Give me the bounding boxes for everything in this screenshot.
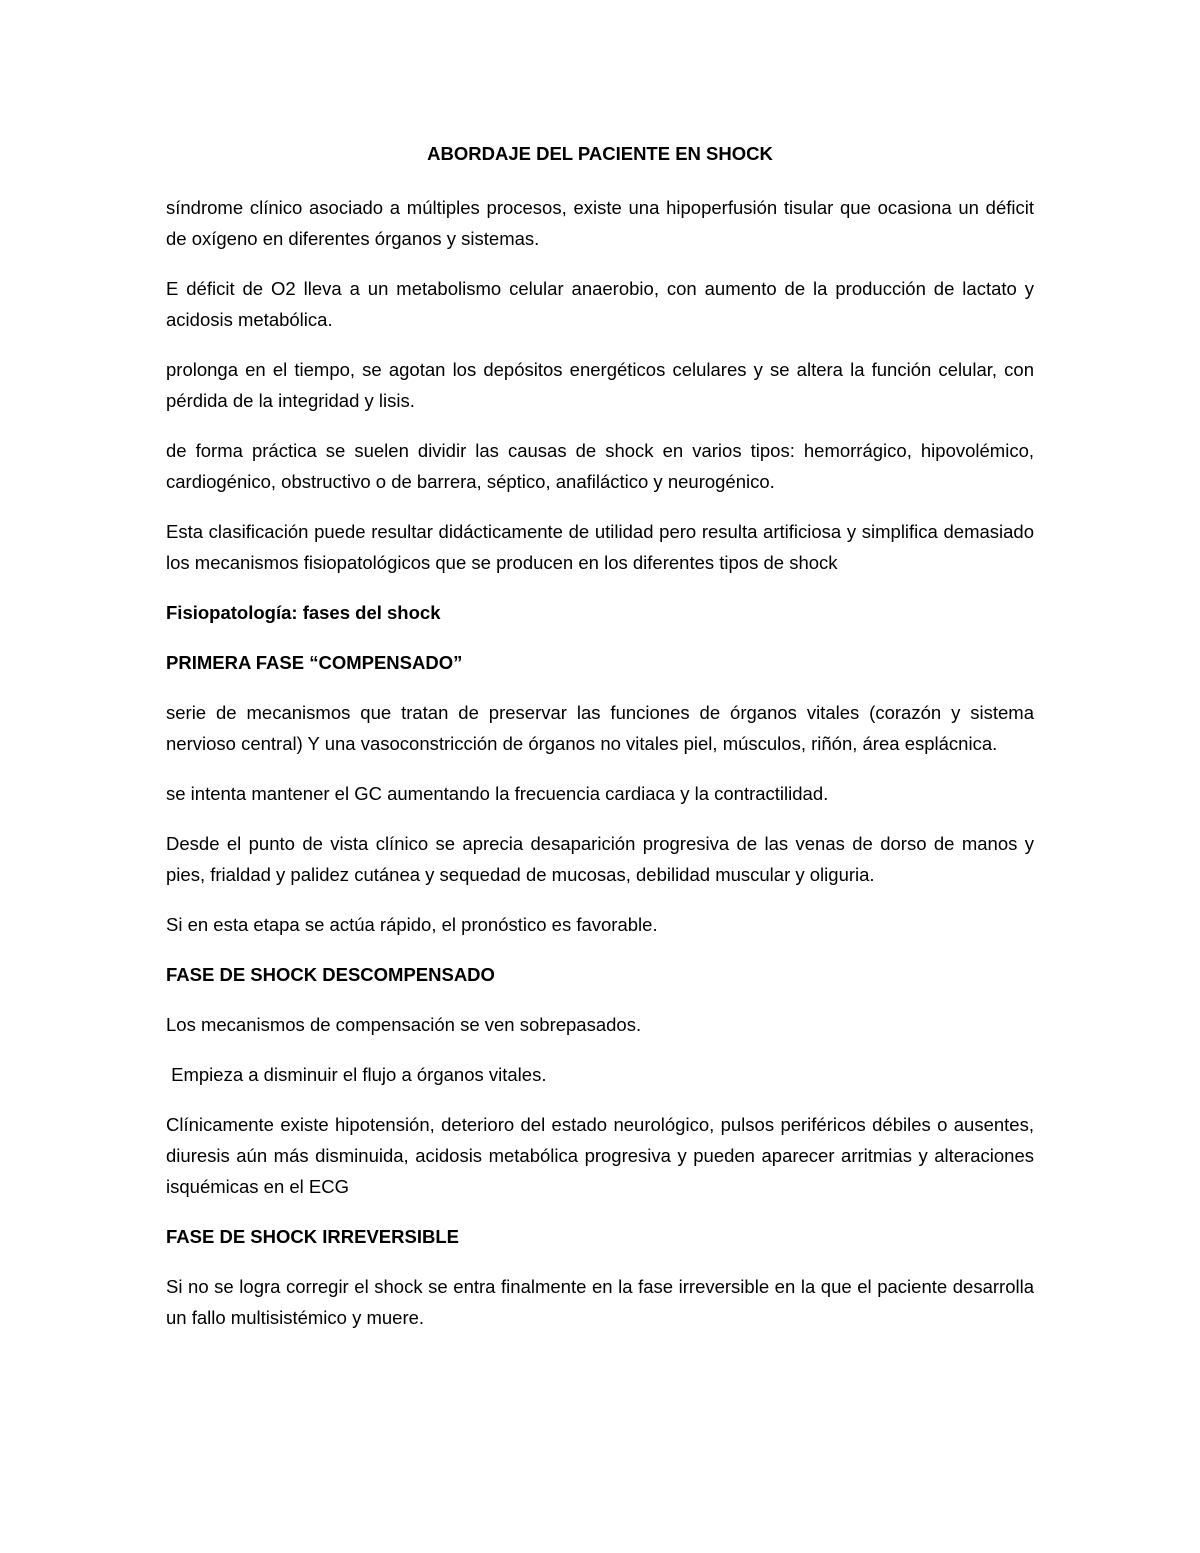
paragraph-classification: Esta clasificación puede resultar didácticamente de utilidad pero resulta artificiosa y simplifica demasiado los mecanismos fisiopatológicos que se producen en los diferentes tipos de shock: [166, 521, 1034, 573]
paragraph-overwhelmed: Los mecanismos de compensación se ven sobrepasados.: [166, 1014, 642, 1035]
paragraph-prolonged: prolonga en el tiempo, se agotan los depósitos energéticos celulares y se altera la función celular, con pérdida de la integridad y lisis.: [166, 359, 1034, 411]
paragraph-mechanisms: serie de mecanismos que tratan de preservar las funciones de órganos vitales (corazón y sistema nervioso central) Y una vasoconstricción de órganos no vitales piel, músculos, riñón, área esplácnica.: [166, 702, 1034, 754]
heading-decompensated-phase: FASE DE SHOCK DESCOMPENSADO: [166, 964, 495, 985]
paragraph-shock-types: de forma práctica se suelen dividir las causas de shock en varios tipos: hemorrágico, hipovolémico, cardiogénico, obstructivo o de barrera, séptico, anafiláctico y neurogénico.: [166, 440, 1034, 492]
paragraph-prognosis: Si en esta etapa se actúa rápido, el pronóstico es favorable.: [166, 914, 658, 935]
paragraph-irreversible: Si no se logra corregir el shock se entra finalmente en la fase irreversible en la que el paciente desarrolla un fallo multisistémico y muere.: [166, 1276, 1034, 1328]
heading-pathophysiology: Fisiopatología: fases del shock: [166, 602, 441, 623]
paragraph-flow-decrease: Empieza a disminuir el flujo a órganos vitales.: [166, 1064, 547, 1085]
paragraph-clinical-signs: Desde el punto de vista clínico se aprecia desaparición progresiva de las venas de dorso de manos y pies, frialdad y palidez cutánea y sequedad de mucosas, debilidad muscular y oliguria.: [166, 833, 1034, 885]
heading-compensated-phase: PRIMERA FASE “COMPENSADO”: [166, 652, 463, 673]
paragraph-cardiac-output: se intenta mantener el GC aumentando la frecuencia cardiaca y la contractilidad.: [166, 783, 829, 804]
paragraph-clinical-decompensated: Clínicamente existe hipotensión, deterioro del estado neurológico, pulsos periféricos débiles o ausentes, diuresis aún más disminuida, acidosis metabólica progresiva y pueden aparecer arritmias y alteraciones isquémicas en el ECG: [166, 1114, 1034, 1197]
paragraph-definition: síndrome clínico asociado a múltiples procesos, existe una hipoperfusión tisular que ocasiona un déficit de oxígeno en diferentes órganos y sistemas.: [166, 197, 1034, 249]
paragraph-o2-deficit: E déficit de O2 lleva a un metabolismo celular anaerobio, con aumento de la producción de lactato y acidosis metabólica.: [166, 278, 1034, 330]
document-title: ABORDAJE DEL PACIENTE EN SHOCK: [427, 143, 773, 164]
heading-irreversible-phase: FASE DE SHOCK IRREVERSIBLE: [166, 1226, 459, 1247]
